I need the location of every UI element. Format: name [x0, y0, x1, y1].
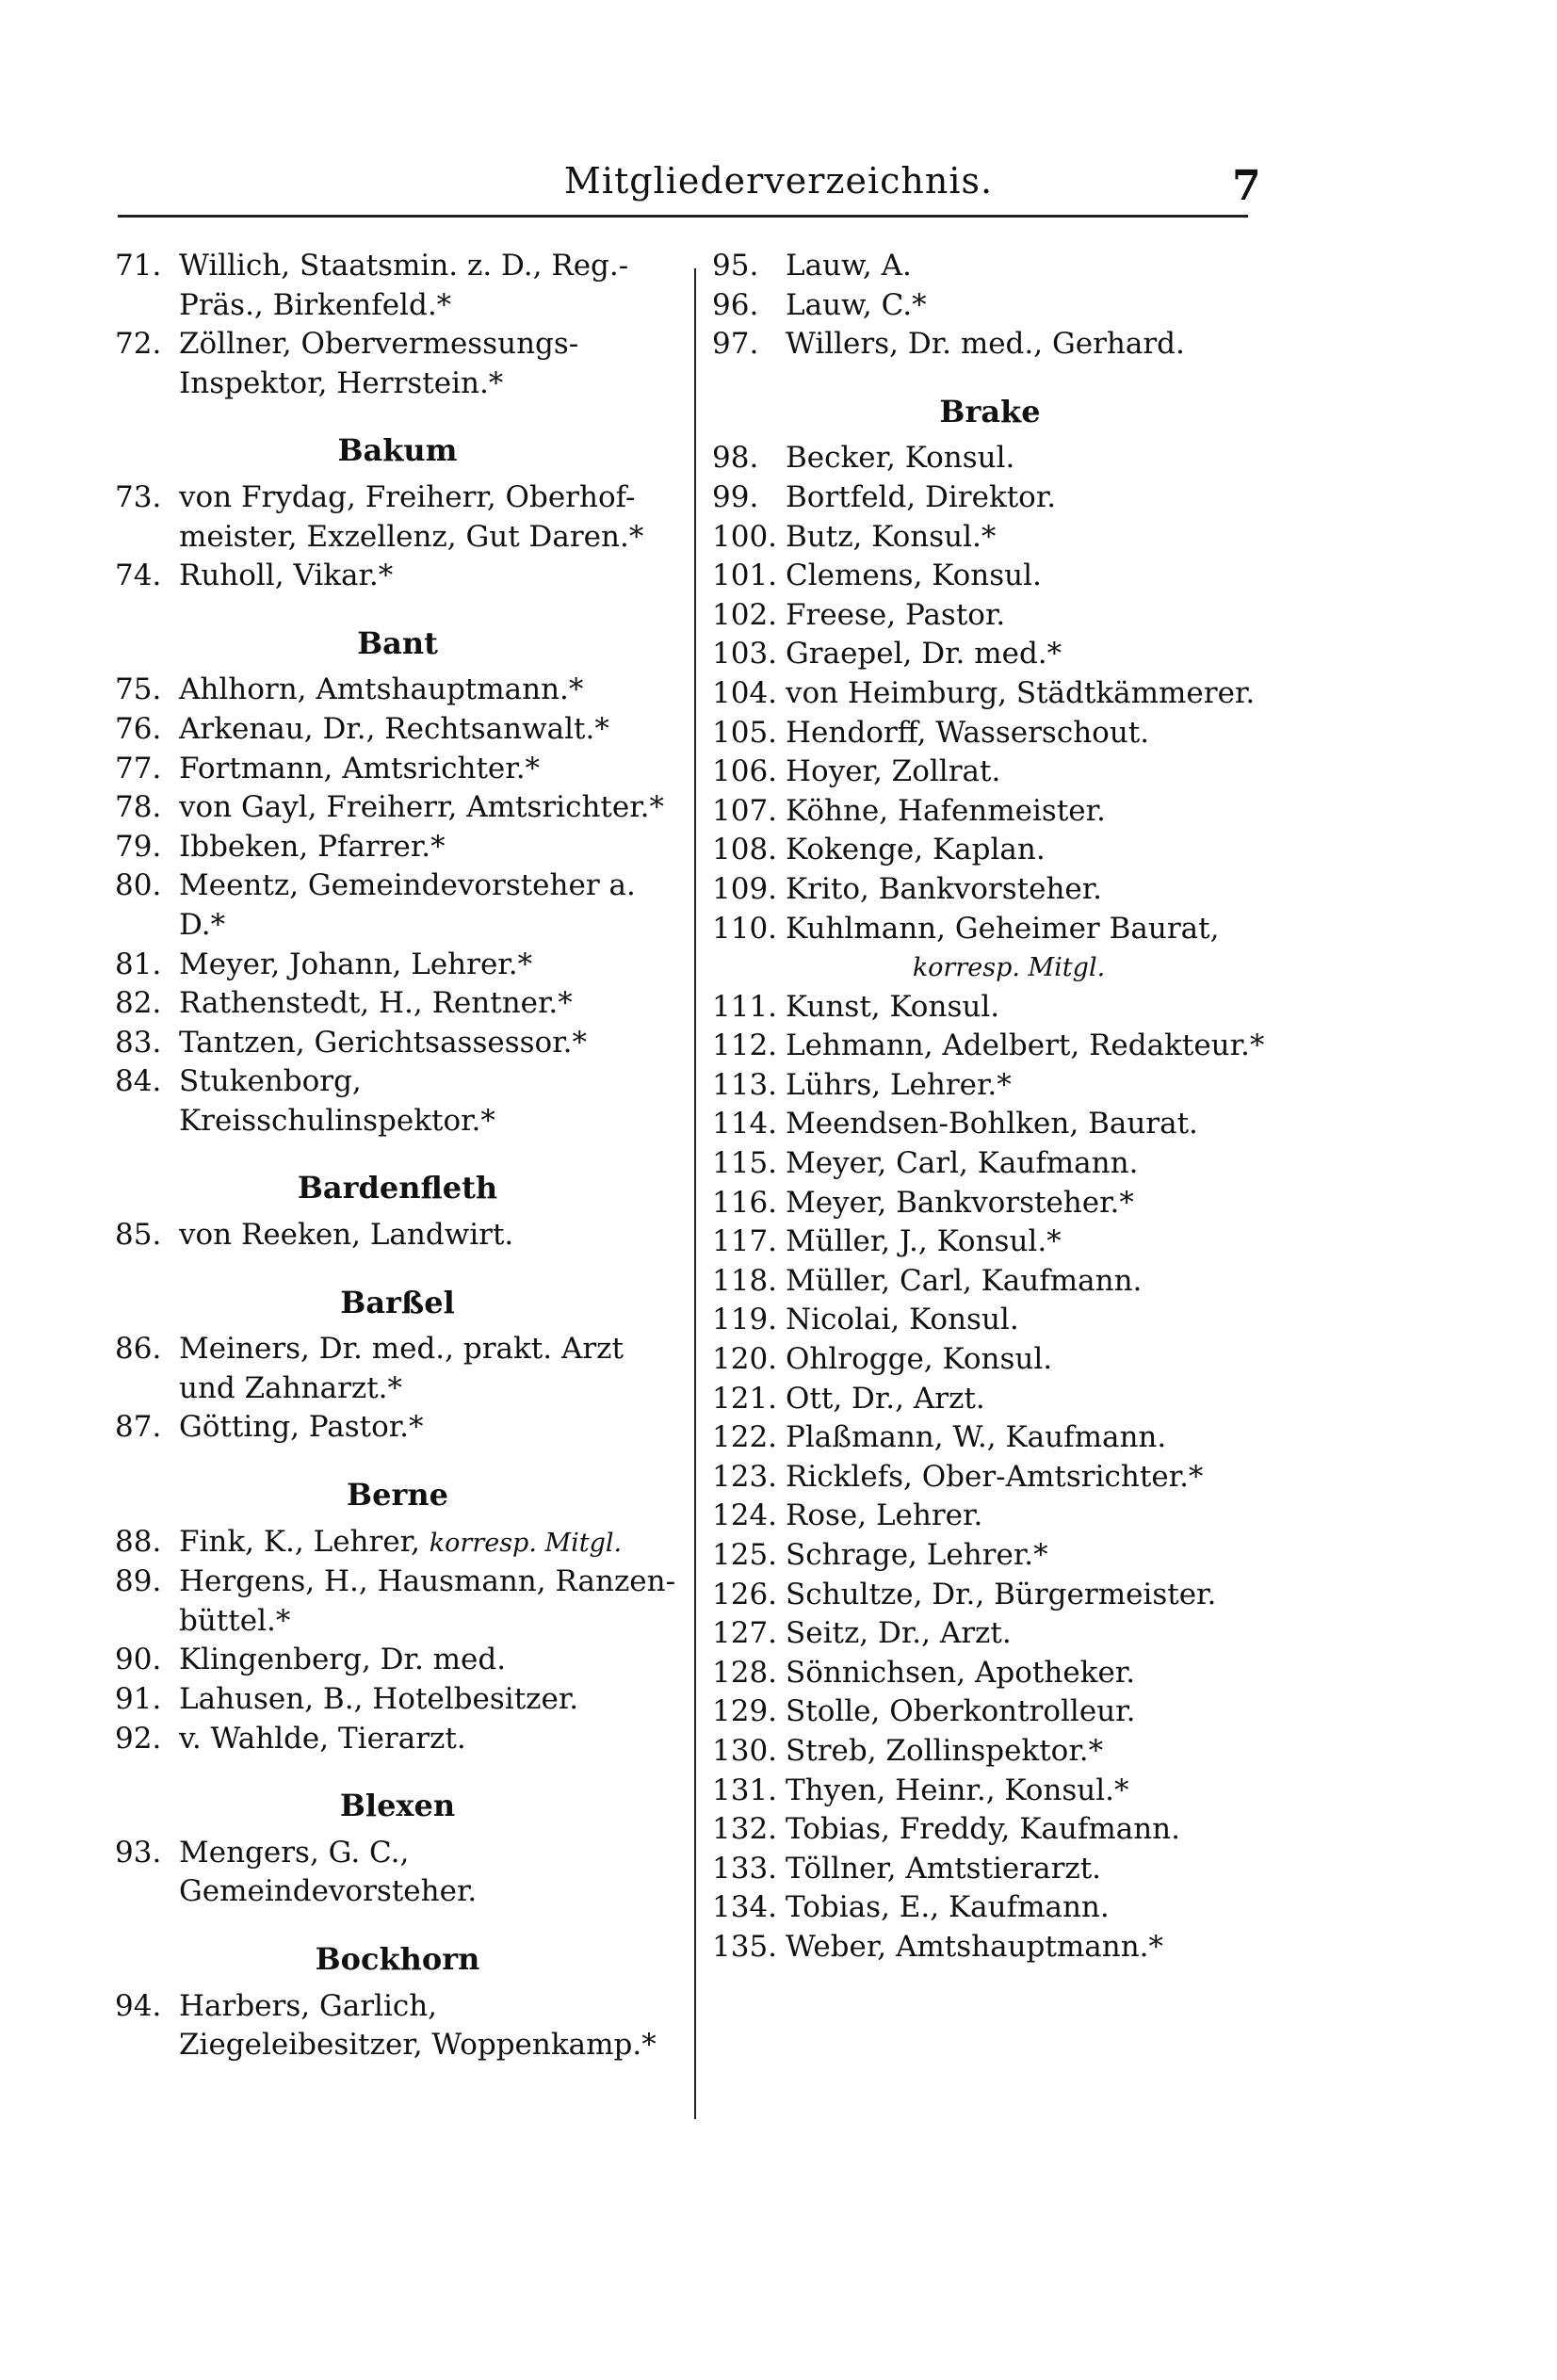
member-entry [712, 1340, 1268, 1380]
member-number: 117. [712, 1224, 778, 1259]
member-text: Clemens, Konsul. [786, 559, 1042, 593]
member-text: Müller, Carl, Kaufmann. [786, 1263, 1143, 1298]
member-number: 134. [712, 1890, 778, 1925]
member-text: Lehmann, Adelbert, Redakteur.* [786, 1028, 1265, 1063]
member-text: v. Wahlde, Tierarzt. [179, 1721, 466, 1756]
column-divider [694, 268, 696, 2119]
member-text: Klingenberg, Dr. med. [179, 1643, 507, 1677]
member-entry [712, 1732, 1268, 1772]
member-entry [712, 635, 1268, 674]
member-text: Meentz, Gemeindevorsteher a. D.* [179, 868, 636, 942]
town-heading: Bardenfleth [297, 1170, 498, 1206]
member-entry [115, 1641, 680, 1680]
member-text: Fortmann, Amtsrichter.* [179, 751, 541, 785]
member-entry [115, 828, 680, 867]
member-entry [712, 1418, 1268, 1458]
town-heading: Brake [939, 393, 1041, 429]
member-number: 74. [115, 559, 162, 593]
member-number: 85. [115, 1218, 162, 1253]
membership-note: korresp. Mitgl. [429, 1528, 623, 1558]
member-number: 89. [115, 1564, 162, 1599]
membership-note: korresp. Mitgl. [912, 953, 1106, 983]
member-entry [712, 1928, 1268, 1967]
member-number: 87. [115, 1410, 162, 1445]
member-text: Harbers, Garlich, Ziegeleibesitzer, Woppenkamp.* [179, 1988, 657, 2063]
town-heading: Barßel [340, 1284, 455, 1320]
member-entry [712, 714, 1268, 753]
member-number: 92. [115, 1721, 162, 1756]
member-text: Schrage, Lehrer.* [786, 1538, 1048, 1572]
member-number: 123. [712, 1459, 778, 1494]
member-entry [712, 1066, 1268, 1106]
member-entry [712, 1105, 1268, 1144]
member-entry [712, 439, 1268, 478]
member-text: Lahusen, B., Hotelbesitzer. [179, 1682, 579, 1716]
member-number: 121. [712, 1381, 778, 1416]
member-number: 113. [712, 1067, 778, 1102]
member-entry [712, 1576, 1268, 1615]
member-entry [115, 750, 680, 789]
member-text: Müller, J., Konsul.* [786, 1224, 1062, 1259]
member-entry [712, 1184, 1268, 1223]
member-entry [115, 247, 680, 325]
member-text: Köhne, Hafenmeister. [786, 793, 1106, 828]
member-entry [712, 1772, 1268, 1811]
member-text: Meyer, Carl, Kaufmann. [786, 1146, 1139, 1181]
member-number: 108. [712, 833, 778, 867]
member-number: 95. [712, 249, 759, 283]
member-text: Weber, Amtshauptmann.* [786, 1929, 1164, 1964]
member-entry [712, 1614, 1268, 1654]
member-text: von Gayl, Freiherr, Amtsrichter.* [179, 790, 664, 825]
member-entry [115, 1523, 680, 1563]
member-number: 78. [115, 790, 162, 825]
member-text: Sönnichsen, Apotheker. [786, 1655, 1136, 1690]
member-entry [712, 1301, 1268, 1340]
member-entry [115, 866, 680, 945]
member-number: 83. [115, 1025, 162, 1060]
member-text: Arkenau, Dr., Rechtsanwalt.* [179, 711, 609, 746]
member-number: 80. [115, 868, 162, 903]
member-text: Mengers, G. C., Gemeindevorsteher. [179, 1835, 478, 1909]
member-entry [712, 674, 1268, 714]
town-heading: Berne [347, 1477, 448, 1514]
member-number: 75. [115, 672, 162, 707]
member-number: 112. [712, 1028, 778, 1063]
member-entry [712, 1458, 1268, 1498]
member-text: Seitz, Dr., Arzt. [786, 1616, 1012, 1651]
member-entry [712, 1888, 1268, 1928]
member-number: 129. [712, 1694, 778, 1729]
member-number: 119. [712, 1303, 778, 1337]
member-entry [712, 1222, 1268, 1262]
member-number: 133. [712, 1851, 778, 1886]
member-entry [712, 988, 1268, 1028]
member-text: Tobias, Freddy, Kaufmann. [786, 1812, 1180, 1847]
member-number: 114. [712, 1107, 778, 1141]
member-entry [115, 1720, 680, 1759]
member-number: 111. [712, 989, 778, 1024]
member-number: 86. [115, 1332, 162, 1367]
member-text: Meiners, Dr. med., prakt. Arzt und Zahnarzt.* [179, 1332, 624, 1405]
member-entry [712, 910, 1268, 949]
member-entry [115, 710, 680, 750]
member-entry [115, 1216, 680, 1255]
member-number: 131. [712, 1773, 778, 1807]
member-entry [115, 1330, 680, 1408]
member-entry [712, 1850, 1268, 1889]
town-heading: Bakum [337, 432, 458, 469]
member-number: 128. [712, 1655, 778, 1690]
member-text: von Frydag, Freiherr, Oberhof-meister, Exzellenz, Gut Daren.* [179, 479, 644, 554]
member-text: von Heimburg, Städtkämmerer. [786, 675, 1256, 710]
member-text: Lührs, Lehrer.* [786, 1067, 1012, 1102]
member-number: 105. [712, 715, 778, 750]
member-text: Fink, K., Lehrer, [179, 1524, 420, 1559]
member-number: 107. [712, 793, 778, 828]
member-entry [115, 325, 680, 403]
member-text: Hoyer, Zollrat. [786, 754, 1001, 789]
member-entry [712, 518, 1268, 558]
page-number: 7 [1232, 162, 1261, 210]
member-text: Meyer, Bankvorsteher.* [786, 1185, 1134, 1220]
member-text: Rathenstedt, H., Rentner.* [179, 986, 573, 1021]
member-number: 118. [712, 1263, 778, 1298]
town-heading: Blexen [339, 1788, 456, 1824]
member-text: Stukenborg, Kreisschulinspektor.* [179, 1064, 495, 1138]
member-number: 126. [712, 1577, 778, 1611]
member-number: 76. [115, 711, 162, 746]
member-entry [115, 1834, 680, 1912]
member-text: Kokenge, Kaplan. [786, 833, 1046, 867]
member-entry [712, 1262, 1268, 1302]
member-text: Lauw, A. [786, 249, 912, 283]
member-text: Ahlhorn, Amtshauptmann.* [179, 672, 584, 707]
member-number: 73. [115, 479, 162, 514]
member-text: Streb, Zollinspektor.* [786, 1733, 1104, 1768]
member-number: 101. [712, 559, 778, 593]
town-heading: Bockhorn [315, 1940, 480, 1977]
member-number: 88. [115, 1524, 162, 1559]
member-number: 96. [712, 287, 759, 322]
member-text: Ibbeken, Pfarrer.* [179, 829, 446, 864]
member-text: Rose, Lehrer. [786, 1498, 983, 1533]
member-entry [712, 1497, 1268, 1536]
member-text: Stolle, Oberkontrolleur. [786, 1694, 1136, 1729]
member-text: Butz, Konsul.* [786, 519, 997, 554]
member-entry [712, 557, 1268, 596]
member-number: 82. [115, 986, 162, 1021]
member-text: Ruholl, Vikar.* [179, 559, 394, 593]
member-number: 115. [712, 1146, 778, 1181]
member-text: Schultze, Dr., Bürgermeister. [786, 1577, 1217, 1611]
left-column [115, 247, 680, 2065]
member-number: 97. [712, 327, 759, 362]
member-number: 93. [115, 1835, 162, 1870]
member-number: 100. [712, 519, 778, 554]
member-text: Krito, Bankvorsteher. [786, 871, 1103, 906]
member-text: Thyen, Heinr., Konsul.* [786, 1773, 1129, 1807]
member-entry [712, 1654, 1268, 1693]
member-text: von Reeken, Landwirt. [179, 1218, 514, 1253]
member-text: Zöllner, Obervermessungs-Inspektor, Herrstein.* [179, 327, 579, 400]
member-entry [712, 596, 1268, 636]
member-entry [115, 788, 680, 828]
member-number: 102. [712, 597, 778, 632]
member-text: Ricklefs, Ober-Amtsrichter.* [786, 1459, 1204, 1494]
member-entry [115, 1062, 680, 1141]
member-number: 103. [712, 637, 778, 672]
right-column [712, 247, 1268, 1967]
member-entry [712, 1027, 1268, 1066]
member-number: 116. [712, 1185, 778, 1220]
member-number: 132. [712, 1812, 778, 1847]
member-entry [712, 325, 1268, 364]
member-text: Ohlrogge, Konsul. [786, 1342, 1053, 1377]
member-entry [712, 1380, 1268, 1419]
member-text: Hendorff, Wasserschout. [786, 715, 1150, 750]
member-number: 110. [712, 911, 778, 946]
member-number: 77. [115, 751, 162, 785]
member-entry [712, 1810, 1268, 1850]
member-entry [115, 984, 680, 1024]
member-text: Götting, Pastor.* [179, 1410, 424, 1445]
member-text: Bortfeld, Direktor. [786, 479, 1057, 514]
member-number: 79. [115, 829, 162, 864]
member-entry [712, 1536, 1268, 1576]
member-text: Lauw, C.* [786, 287, 927, 322]
member-entry [115, 1562, 680, 1641]
member-number: 81. [115, 947, 162, 981]
member-number: 71. [115, 249, 162, 283]
member-entry [115, 671, 680, 710]
member-text: Tantzen, Gerichtsassessor.* [179, 1025, 587, 1060]
member-text: Willers, Dr. med., Gerhard. [786, 327, 1185, 362]
member-text: Tobias, E., Kaufmann. [786, 1890, 1110, 1925]
member-entry [712, 831, 1268, 870]
member-entry [712, 753, 1268, 792]
member-entry [115, 946, 680, 985]
member-text: Becker, Konsul. [786, 441, 1015, 476]
member-number: 90. [115, 1643, 162, 1677]
header-rule [118, 215, 1248, 218]
member-text: Willich, Staatsmin. z. D., Reg.-Präs., Birkenfeld.* [179, 249, 629, 322]
member-text: Nicolai, Konsul. [786, 1303, 1019, 1337]
member-text: Töllner, Amtstierarzt. [786, 1851, 1102, 1886]
member-entry [115, 1024, 680, 1063]
member-entry [115, 557, 680, 596]
member-entry [712, 286, 1268, 326]
member-text: Graepel, Dr. med.* [786, 637, 1062, 672]
member-entry [712, 247, 1268, 286]
member-text: Ott, Dr., Arzt. [786, 1381, 985, 1416]
member-number: 84. [115, 1064, 162, 1099]
page-header-title: Mitgliederverzeichnis. [563, 160, 994, 202]
member-entry [712, 1692, 1268, 1732]
member-text: Kunst, Konsul. [786, 989, 1000, 1024]
member-entry [115, 1987, 680, 2065]
member-entry [115, 1680, 680, 1720]
member-number: 91. [115, 1682, 162, 1716]
member-number: 109. [712, 871, 778, 906]
member-entry [712, 792, 1268, 832]
member-number: 72. [115, 327, 162, 362]
member-entry [712, 870, 1268, 910]
member-number: 127. [712, 1616, 778, 1651]
member-entry [712, 478, 1268, 518]
town-heading: Bant [357, 624, 438, 661]
member-entry [712, 1144, 1268, 1184]
member-text: Meyer, Johann, Lehrer.* [179, 947, 533, 981]
member-number: 122. [712, 1420, 778, 1455]
member-number: 106. [712, 754, 778, 789]
member-number: 130. [712, 1733, 778, 1768]
member-number: 99. [712, 479, 759, 514]
member-text: Freese, Pastor. [786, 597, 1006, 632]
member-text: Meendsen-Bohlken, Baurat. [786, 1107, 1198, 1141]
member-entry [115, 1408, 680, 1448]
member-number: 120. [712, 1342, 778, 1377]
member-text: Kuhlmann, Geheimer Baurat, [786, 911, 1220, 946]
member-number: 125. [712, 1538, 778, 1572]
member-number: 135. [712, 1929, 778, 1964]
member-entry [115, 478, 680, 557]
member-text: Plaßmann, W., Kaufmann. [786, 1420, 1167, 1455]
member-number: 94. [115, 1988, 162, 2023]
member-number: 98. [712, 441, 759, 476]
member-text: Hergens, H., Hausmann, Ranzen-büttel.* [179, 1564, 676, 1638]
member-number: 124. [712, 1498, 778, 1533]
member-number: 104. [712, 675, 778, 710]
